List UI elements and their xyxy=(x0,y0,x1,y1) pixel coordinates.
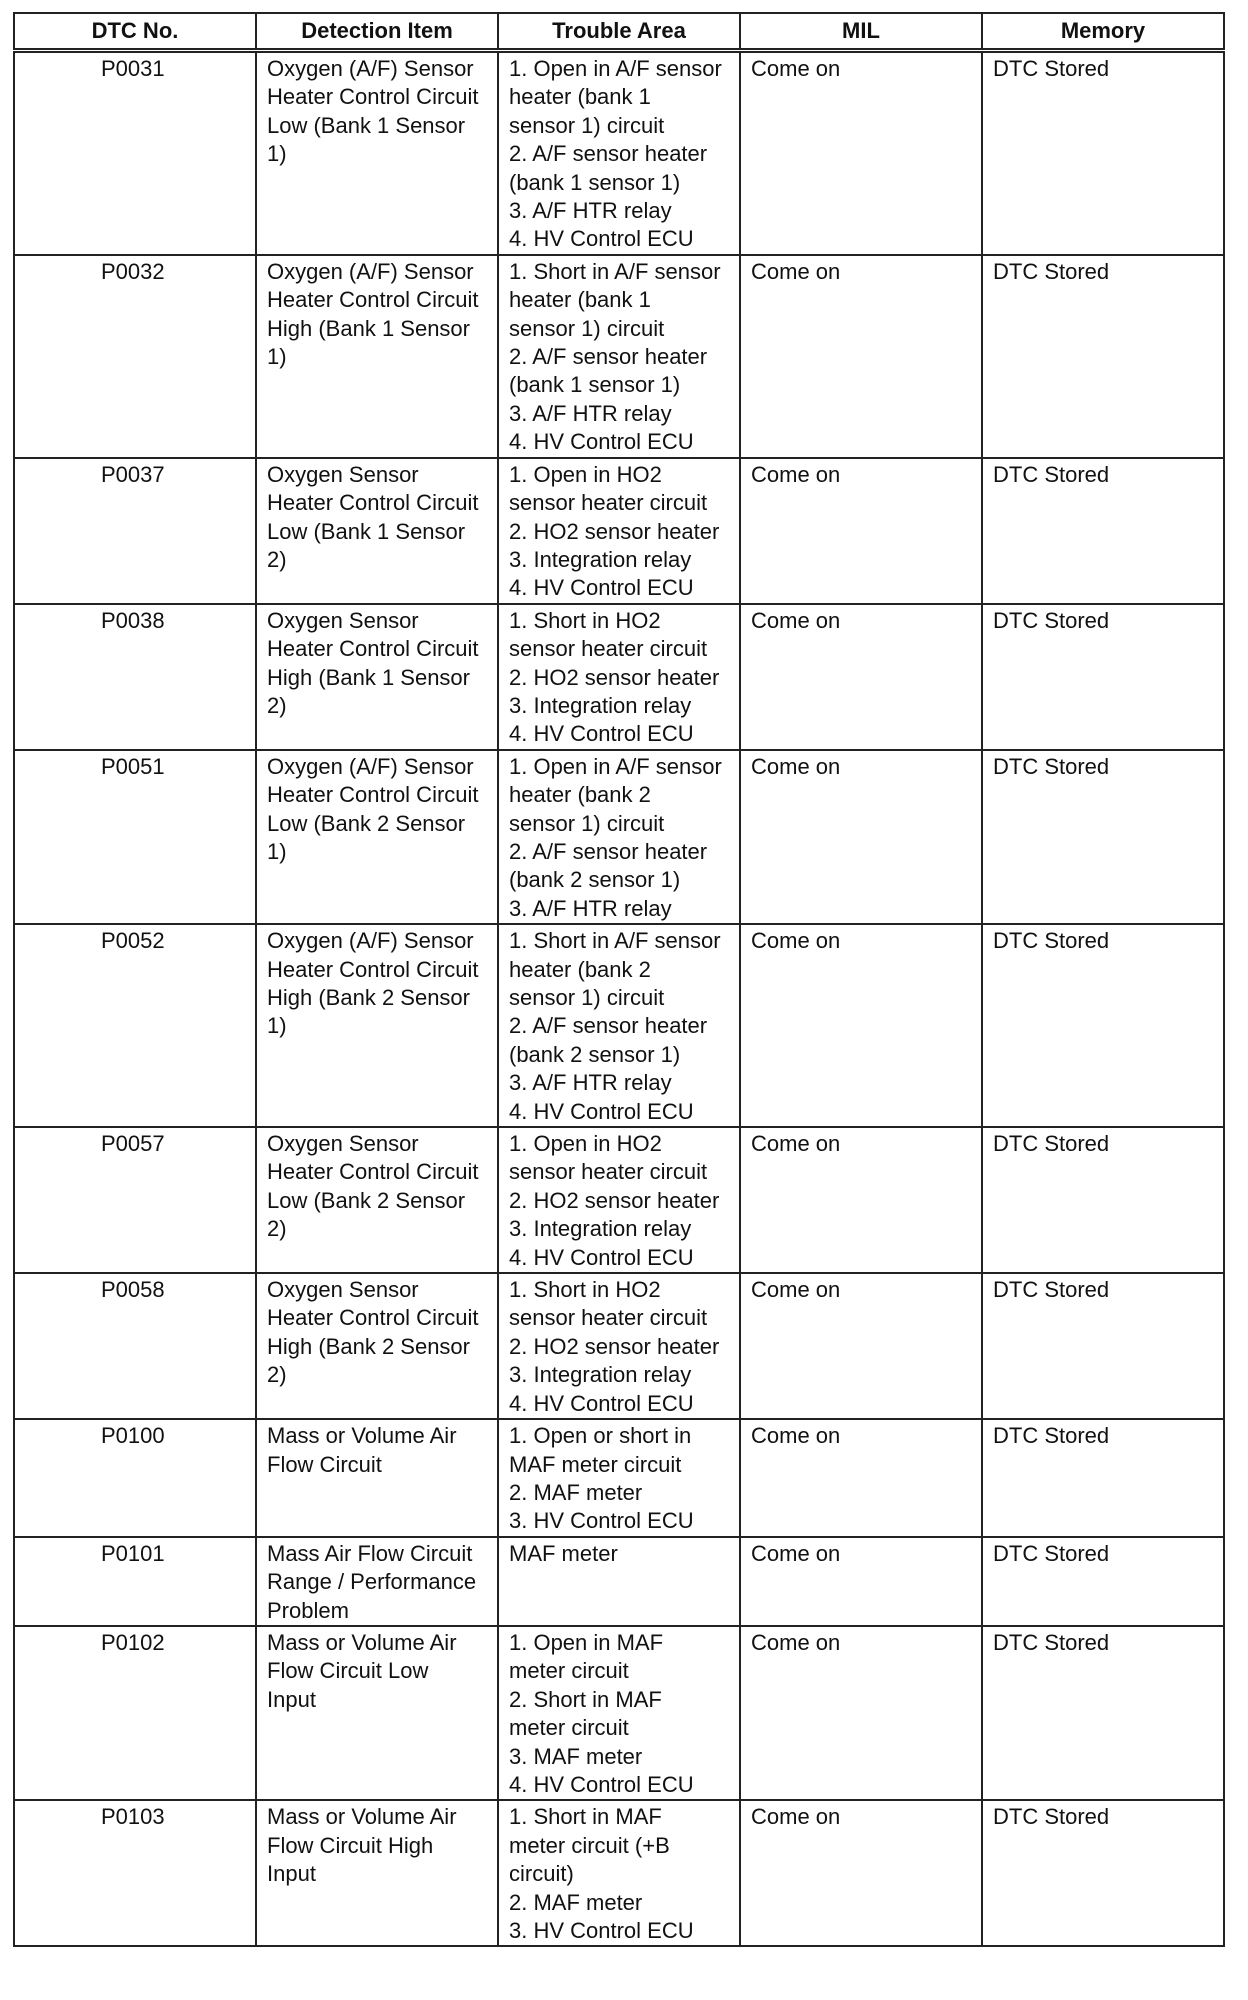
memory-status: DTC Stored xyxy=(993,1131,1110,1157)
trouble-area-line: 1. Open in HO2 xyxy=(509,461,662,487)
detection-item-cell xyxy=(256,458,498,604)
detection-item-cell xyxy=(256,1127,498,1273)
mil-status: Come on xyxy=(751,258,841,284)
detection-item-line: High (Bank 2 Sensor xyxy=(267,1333,470,1359)
detection-item-line: High (Bank 1 Sensor xyxy=(267,315,470,341)
table-row xyxy=(14,458,1224,604)
memory-status: DTC Stored xyxy=(993,1277,1110,1303)
detection-item-cell xyxy=(256,1419,498,1537)
trouble-area-line: 1. Short in HO2 xyxy=(509,607,661,633)
detection-item-line: High (Bank 1 Sensor xyxy=(267,664,470,690)
trouble-area-line: sensor 1) circuit xyxy=(509,112,665,138)
mil-status: Come on xyxy=(751,56,841,81)
table-row xyxy=(14,1626,1224,1800)
trouble-area-cell xyxy=(498,255,740,458)
detection-item-line: Mass or Volume Air xyxy=(267,1804,457,1830)
trouble-area-line: 3. A/F HTR relay xyxy=(509,895,672,921)
memory-cell xyxy=(982,604,1224,750)
header-detection-item: Detection Item xyxy=(256,13,498,51)
trouble-area-line: 1. Short in HO2 xyxy=(509,1277,661,1303)
trouble-area-line: sensor heater circuit xyxy=(509,1305,708,1331)
detection-item-line: 1) xyxy=(267,141,287,167)
table-row xyxy=(14,750,1224,924)
trouble-area-line: 1. Open in A/F sensor xyxy=(509,56,722,81)
trouble-area-line: 2. HO2 sensor heater xyxy=(509,518,720,544)
detection-item-line: Low (Bank 2 Sensor xyxy=(267,810,466,836)
detection-item-line: Oxygen Sensor xyxy=(267,607,419,633)
trouble-area-line: 4. HV Control ECU xyxy=(509,1771,694,1797)
trouble-area-cell xyxy=(498,1800,740,1946)
mil-cell xyxy=(740,1800,982,1946)
detection-item-cell xyxy=(256,604,498,750)
mil-status: Come on xyxy=(751,1277,841,1303)
trouble-area-line: heater (bank 1 xyxy=(509,84,651,110)
mil-cell xyxy=(740,1626,982,1800)
trouble-area-line: 3. MAF meter xyxy=(509,1743,643,1769)
mil-cell xyxy=(740,1419,982,1537)
detection-item-line: 2) xyxy=(267,1216,287,1242)
trouble-area-line: 3. A/F HTR relay xyxy=(509,1070,672,1096)
detection-item-line: Heater Control Circuit xyxy=(267,782,479,808)
memory-cell xyxy=(982,51,1224,255)
trouble-area-cell xyxy=(498,1626,740,1800)
memory-status: DTC Stored xyxy=(993,607,1110,633)
header-memory: Memory xyxy=(982,13,1224,51)
table-row xyxy=(14,1800,1224,1946)
detection-item-line: Heater Control Circuit xyxy=(267,1305,479,1331)
trouble-area-line: 2. HO2 sensor heater xyxy=(509,664,720,690)
trouble-area-cell xyxy=(498,604,740,750)
detection-item-line: Heater Control Circuit xyxy=(267,490,479,516)
memory-status: DTC Stored xyxy=(993,56,1110,81)
detection-item-line: Input xyxy=(267,1861,316,1887)
detection-item-cell xyxy=(256,1273,498,1419)
header-dtc-no: DTC No. xyxy=(14,13,256,51)
dtc-code: P0052 xyxy=(101,928,165,954)
memory-status: DTC Stored xyxy=(993,461,1110,487)
memory-status: DTC Stored xyxy=(993,1540,1110,1566)
memory-cell xyxy=(982,1419,1224,1537)
mil-cell xyxy=(740,51,982,255)
detection-item-line: Oxygen (A/F) Sensor xyxy=(267,928,474,954)
memory-status: DTC Stored xyxy=(993,1629,1110,1655)
detection-item-line: Low (Bank 1 Sensor xyxy=(267,518,466,544)
memory-cell xyxy=(982,255,1224,458)
trouble-area-line: 2. MAF meter xyxy=(509,1889,643,1915)
detection-item-line: Range / Performance xyxy=(267,1569,477,1595)
mil-status: Come on xyxy=(751,1131,841,1157)
trouble-area-line: 3. Integration relay xyxy=(509,692,692,718)
detection-item-line: Heater Control Circuit xyxy=(267,636,479,662)
dtc-code: P0032 xyxy=(101,258,165,284)
detection-item-line: Low (Bank 2 Sensor xyxy=(267,1187,466,1213)
detection-item-line: Oxygen Sensor xyxy=(267,1277,419,1303)
trouble-area-line: 2. HO2 sensor heater xyxy=(509,1333,720,1359)
memory-cell xyxy=(982,924,1224,1127)
trouble-area-line: circuit) xyxy=(509,1861,574,1887)
table-row xyxy=(14,1537,1224,1626)
trouble-area-line: 4. HV Control ECU xyxy=(509,1244,694,1270)
dtc-code: P0031 xyxy=(101,56,165,81)
dtc-code-cell xyxy=(14,604,256,750)
trouble-area-line: 3. Integration relay xyxy=(509,1216,692,1242)
dtc-code: P0037 xyxy=(101,461,165,487)
mil-status: Come on xyxy=(751,928,841,954)
memory-cell xyxy=(982,1537,1224,1626)
dtc-code: P0051 xyxy=(101,753,165,779)
trouble-area-line: 4. HV Control ECU xyxy=(509,721,694,747)
trouble-area-line: (bank 2 sensor 1) xyxy=(509,867,681,893)
mil-status: Come on xyxy=(751,753,841,779)
dtc-code-cell xyxy=(14,255,256,458)
trouble-area-line: 4. HV Control ECU xyxy=(509,429,694,455)
trouble-area-cell xyxy=(498,750,740,924)
dtc-code-cell xyxy=(14,1626,256,1800)
detection-item-line: 1) xyxy=(267,344,287,370)
memory-status: DTC Stored xyxy=(993,1804,1110,1830)
trouble-area-line: 4. HV Control ECU xyxy=(509,1098,694,1124)
table-row xyxy=(14,604,1224,750)
trouble-area-line: sensor 1) circuit xyxy=(509,985,665,1010)
trouble-area-line: sensor heater circuit xyxy=(509,636,708,662)
trouble-area-cell xyxy=(498,1127,740,1273)
detection-item-cell xyxy=(256,1626,498,1800)
mil-cell xyxy=(740,1273,982,1419)
trouble-area-line: heater (bank 2 xyxy=(509,782,651,808)
trouble-area-line: sensor heater circuit xyxy=(509,1159,708,1185)
mil-status: Come on xyxy=(751,1629,841,1655)
detection-item-line: Flow Circuit High xyxy=(267,1832,434,1858)
trouble-area-line: 1. Short in MAF xyxy=(509,1804,662,1830)
detection-item-line: Mass or Volume Air xyxy=(267,1629,457,1655)
mil-cell xyxy=(740,1127,982,1273)
memory-cell xyxy=(982,1626,1224,1800)
trouble-area-line: 3. HV Control ECU xyxy=(509,1508,694,1534)
trouble-area-line: MAF meter xyxy=(509,1540,618,1566)
trouble-area-line: 3. A/F HTR relay xyxy=(509,198,672,224)
table-row xyxy=(14,1273,1224,1419)
memory-status: DTC Stored xyxy=(993,928,1110,954)
dtc-code-cell xyxy=(14,1800,256,1946)
trouble-area-cell xyxy=(498,51,740,255)
dtc-code: P0057 xyxy=(101,1131,165,1157)
trouble-area-line: 1. Short in A/F sensor xyxy=(509,258,721,284)
memory-status: DTC Stored xyxy=(993,258,1110,284)
table-row xyxy=(14,1127,1224,1273)
detection-item-line: Flow Circuit Low xyxy=(267,1658,429,1684)
detection-item-line: Mass Air Flow Circuit xyxy=(267,1540,473,1566)
mil-status: Come on xyxy=(751,1804,841,1830)
detection-item-line: High (Bank 2 Sensor xyxy=(267,985,470,1010)
trouble-area-line: sensor heater circuit xyxy=(509,490,708,516)
dtc-code: P0102 xyxy=(101,1629,165,1655)
trouble-area-line: 4. HV Control ECU xyxy=(509,1390,694,1416)
memory-status: DTC Stored xyxy=(993,753,1110,779)
trouble-area-line: 3. HV Control ECU xyxy=(509,1918,694,1943)
table-row xyxy=(14,255,1224,458)
dtc-table xyxy=(13,12,1225,1947)
trouble-area-line: 1. Open in MAF xyxy=(509,1629,664,1655)
detection-item-line: 1) xyxy=(267,838,287,864)
trouble-area-line: heater (bank 1 xyxy=(509,287,651,313)
detection-item-cell xyxy=(256,750,498,924)
trouble-area-line: 2. MAF meter xyxy=(509,1479,643,1505)
mil-status: Come on xyxy=(751,1423,841,1449)
detection-item-line: Mass or Volume Air xyxy=(267,1423,457,1449)
trouble-area-line: 2. A/F sensor heater xyxy=(509,344,708,370)
detection-item-line: 2) xyxy=(267,692,287,718)
detection-item-line: Heater Control Circuit xyxy=(267,1159,479,1185)
detection-item-line: Heater Control Circuit xyxy=(267,956,479,982)
mil-cell xyxy=(740,924,982,1127)
detection-item-line: Oxygen (A/F) Sensor xyxy=(267,258,474,284)
dtc-code-cell xyxy=(14,750,256,924)
memory-cell xyxy=(982,1273,1224,1419)
trouble-area-line: 2. A/F sensor heater xyxy=(509,141,708,167)
dtc-code-cell xyxy=(14,1273,256,1419)
trouble-area-line: MAF meter circuit xyxy=(509,1451,682,1477)
trouble-area-line: 1. Open in HO2 xyxy=(509,1131,662,1157)
memory-cell xyxy=(982,750,1224,924)
detection-item-cell xyxy=(256,924,498,1127)
trouble-area-cell xyxy=(498,1273,740,1419)
header-mil: MIL xyxy=(740,13,982,51)
dtc-code: P0103 xyxy=(101,1804,165,1830)
trouble-area-line: sensor 1) circuit xyxy=(509,315,665,341)
trouble-area-cell xyxy=(498,1419,740,1537)
mil-status: Come on xyxy=(751,607,841,633)
detection-item-line: 2) xyxy=(267,1362,287,1388)
trouble-area-line: 2. HO2 sensor heater xyxy=(509,1187,720,1213)
memory-cell xyxy=(982,458,1224,604)
trouble-area-cell xyxy=(498,458,740,604)
mil-cell xyxy=(740,458,982,604)
detection-item-cell xyxy=(256,255,498,458)
trouble-area-cell xyxy=(498,924,740,1127)
mil-status: Come on xyxy=(751,1540,841,1566)
table-row xyxy=(14,1419,1224,1537)
detection-item-line: Heater Control Circuit xyxy=(267,287,479,313)
trouble-area-line: 3. Integration relay xyxy=(509,1362,692,1388)
trouble-area-line: 2. Short in MAF xyxy=(509,1686,662,1712)
detection-item-line: 1) xyxy=(267,1013,287,1039)
table-row xyxy=(14,51,1224,255)
trouble-area-line: 4. HV Control ECU xyxy=(509,226,694,252)
trouble-area-cell xyxy=(498,1537,740,1626)
dtc-code-cell xyxy=(14,458,256,604)
trouble-area-line: (bank 1 sensor 1) xyxy=(509,169,681,195)
trouble-area-line: 3. Integration relay xyxy=(509,546,692,572)
memory-cell xyxy=(982,1800,1224,1946)
trouble-area-line: 2. A/F sensor heater xyxy=(509,838,708,864)
trouble-area-line: 1. Open or short in xyxy=(509,1423,692,1449)
dtc-code-cell xyxy=(14,51,256,255)
detection-item-cell xyxy=(256,51,498,255)
trouble-area-line: heater (bank 2 xyxy=(509,956,651,982)
dtc-code-cell xyxy=(14,1419,256,1537)
detection-item-line: Input xyxy=(267,1686,316,1712)
detection-item-line: Flow Circuit xyxy=(267,1451,382,1477)
table-body xyxy=(14,51,1224,1947)
dtc-code: P0038 xyxy=(101,607,165,633)
detection-item-cell xyxy=(256,1800,498,1946)
trouble-area-line: sensor 1) circuit xyxy=(509,810,665,836)
trouble-area-line: 1. Open in A/F sensor xyxy=(509,753,722,779)
detection-item-line: Oxygen (A/F) Sensor xyxy=(267,753,474,779)
memory-status: DTC Stored xyxy=(993,1423,1110,1449)
mil-cell xyxy=(740,1537,982,1626)
header-trouble-area: Trouble Area xyxy=(498,13,740,51)
detection-item-line: Heater Control Circuit xyxy=(267,84,479,110)
dtc-code-cell xyxy=(14,924,256,1127)
trouble-area-line: meter circuit xyxy=(509,1715,629,1741)
trouble-area-line: (bank 2 sensor 1) xyxy=(509,1041,681,1067)
dtc-code-cell xyxy=(14,1537,256,1626)
trouble-area-line: meter circuit xyxy=(509,1658,629,1684)
detection-item-line: Oxygen Sensor xyxy=(267,461,419,487)
detection-item-line: Problem xyxy=(267,1597,349,1623)
mil-status: Come on xyxy=(751,461,841,487)
trouble-area-line: meter circuit (+B xyxy=(509,1832,670,1858)
dtc-code: P0100 xyxy=(101,1423,165,1449)
memory-cell xyxy=(982,1127,1224,1273)
trouble-area-line: (bank 1 sensor 1) xyxy=(509,372,681,398)
dtc-code: P0058 xyxy=(101,1277,165,1303)
trouble-area-line: 4. HV Control ECU xyxy=(509,575,694,601)
trouble-area-line: 2. A/F sensor heater xyxy=(509,1013,708,1039)
dtc-code-cell xyxy=(14,1127,256,1273)
detection-item-line: 2) xyxy=(267,546,287,572)
trouble-area-line: 1. Short in A/F sensor xyxy=(509,928,721,954)
mil-cell xyxy=(740,604,982,750)
table-row xyxy=(14,924,1224,1127)
detection-item-line: Oxygen (A/F) Sensor xyxy=(267,56,474,81)
dtc-code: P0101 xyxy=(101,1540,165,1566)
detection-item-cell xyxy=(256,1537,498,1626)
detection-item-line: Oxygen Sensor xyxy=(267,1131,419,1157)
header-row xyxy=(14,13,1224,51)
trouble-area-line: 3. A/F HTR relay xyxy=(509,400,672,426)
detection-item-line: Low (Bank 1 Sensor xyxy=(267,112,466,138)
mil-cell xyxy=(740,750,982,924)
mil-cell xyxy=(740,255,982,458)
